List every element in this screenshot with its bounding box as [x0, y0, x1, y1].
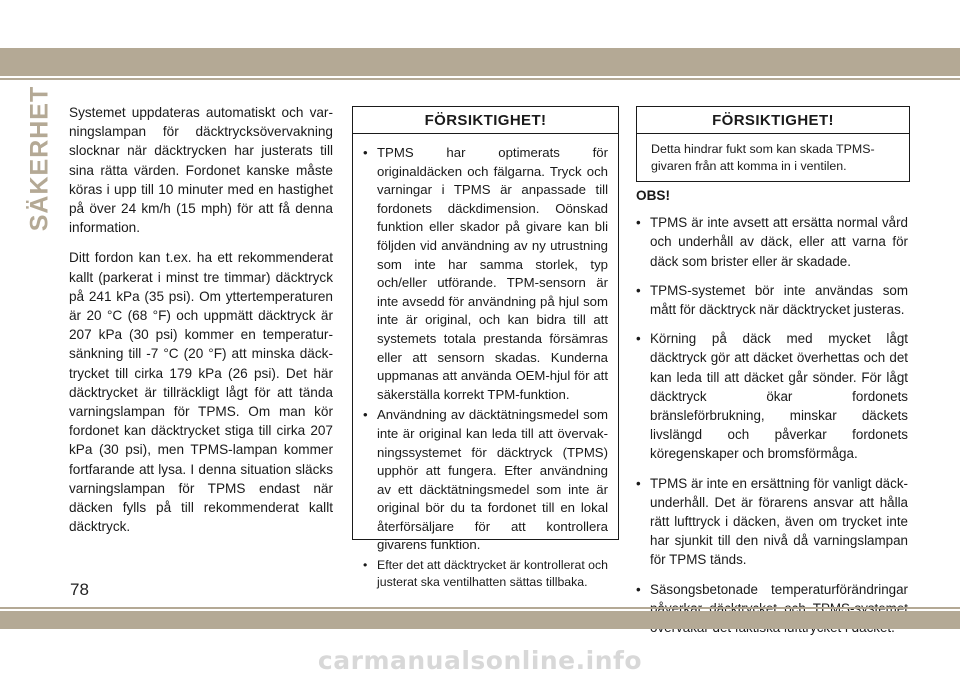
right-column — [636, 186, 908, 647]
caution-list — [363, 144, 608, 590]
caution-box — [636, 106, 910, 182]
header-band — [0, 48, 960, 76]
list-item: • Användning av däcktätningsmedel som inte är original kan leda till att övervakningssystemet för däcktryck (TPMS) upphör att fungera. Efter användning av ett däcktätningsmedel som inte är original bör du ta fordonet till en lokal återförsäljare för att kontrollera givarens funktion. — [363, 406, 608, 555]
caution-title: FÖRSIKTIGHET! — [637, 107, 909, 134]
paragraph: Systemet uppdateras automatiskt och varningslampan för däcktrycksövervakning slocknar när däcktrycken har justerats till sina rätta värden. Fordonet kanske måste köras i upp till 10 minuter med en hastighet på över 24 km/h (15 mph) för att få denna information. — [69, 105, 333, 236]
list-item: • TPMS är inte en ersättning för vanligt däckunderhåll. Det är förarens ansvar att hålla rätt lufttryck i däcken, även om trycket inte har sjunkit till den nivå då varningslampan för TPMS tänds. — [636, 474, 908, 570]
caution-text: Detta hindrar fukt som kan skada TPMS-givaren från att komma in i ventilen. — [651, 142, 875, 173]
section-tab-label: SÄKERHET — [25, 85, 54, 231]
list-item: • Säsongsbetonade temperaturförändringar — [636, 580, 908, 638]
footer-band — [0, 611, 960, 629]
header-rule — [0, 78, 960, 80]
footer-rule — [0, 607, 960, 609]
left-column — [69, 103, 333, 547]
paragraph: Ditt fordon kan t.ex. ha ett rekommenderat kallt (parkerat i minst tre timmar) däcktryck på 241 kPa (35 psi). Om yttertemperaturen är 20 °C (68 °F) och uppmätt däcktryck är 207 kPa (30 psi) kommer en temperatursänkning till -7 °C (20 °F) att minska däcktrycket till cirka 179 kPa (26 psi). Det här däcktrycket är tillräckligt lågt för att tända varningslampan för TPMS. Om man kör fordonet kan däcktrycket stiga till cirka 207 kPa (30 psi), men TPMS-lampan kommer fortfarande att lysa. I denna situation släcks varningslampan för TPMS endast när däcken fylls på till rekommenderat kallt däcktryck. — [69, 250, 333, 535]
list-item: • TPMS har optimerats för originaldäcken och fälgarna. Tryck och varningar i TPMS är anpassade till fordonets däckdimension. Oönskad funktion eller skador på givare kan bli följden vid användning av ny utrustning som inte har samma storlek, typ och/eller utförande. TPM-sensorn är inte avsedd för användning på hjul som inte är original, och kan bidra till att systemets totala prestanda försämras eller att sensorn skadas. Kunderna uppmanas att använda OEM-hjul för att säkerställa korrekt TPM-funktion. — [363, 144, 608, 404]
note-list — [636, 213, 908, 637]
caution-box — [352, 106, 619, 589]
caution-title: FÖRSIKTIGHET! — [353, 107, 618, 134]
section-tab — [25, 85, 55, 231]
list-item: • Körning på däck med mycket lågt däcktryck gör att däcket överhettas och det kan leda till att däcket går sönder. För lågt däcktryck ökar fordonets bränsleförbrukning, minskar däckets livslängd och påverkar fordonets köregenskaper och bromsförmåga. — [636, 329, 908, 463]
watermark: carmanualsonline.info — [317, 646, 643, 675]
list-item: • TPMS-systemet bör inte användas som mått för däcktryck när däcktrycket justeras. — [636, 281, 908, 319]
list-item: • TPMS är inte avsett att ersätta normal vård och underhåll av däck, eller att varna för däck som brister eller är skadade. — [636, 213, 908, 271]
note-heading: OBS! — [636, 188, 670, 203]
page-number: 78 — [70, 580, 89, 599]
list-item: • Efter det att däcktrycket är kontrollerat och justerat ska ventilhatten sättas tillbaka. — [363, 557, 608, 590]
